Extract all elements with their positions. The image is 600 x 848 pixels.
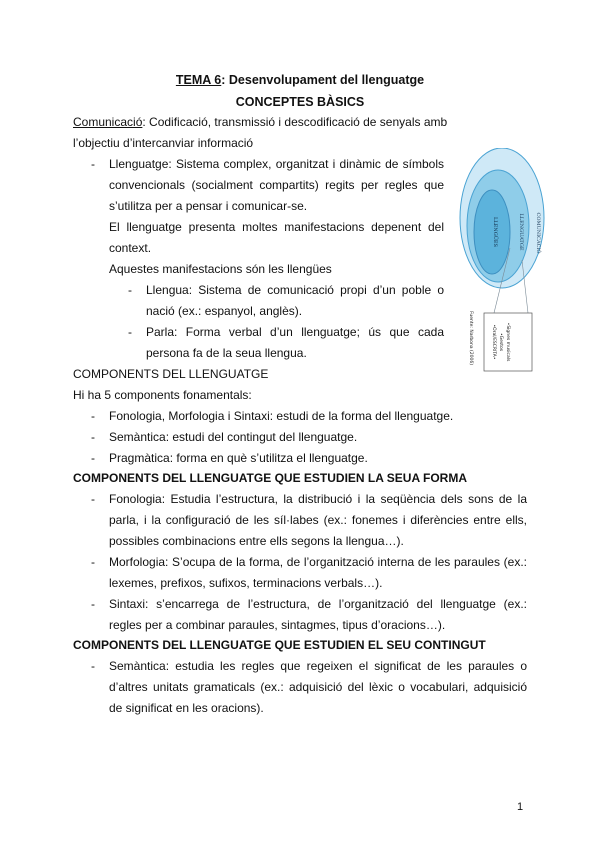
- fonologia-line-1: Fonologia: Estudia l’estructura, la distribució i la seqüència dels sons de la: [109, 492, 527, 506]
- forma-heading: COMPONENTS DEL LLENGUATGE QUE ESTUDIEN LA SEUA FORMA: [73, 471, 468, 485]
- communication-diagram: [458, 148, 546, 378]
- bullet-dash: -: [91, 597, 95, 611]
- parla-line-1: Parla: Forma verbal d’un llenguatge; ús que cada: [146, 325, 444, 339]
- diagram-box-line-1: •Oral/ESCRITA•: [491, 324, 496, 360]
- llenguatge-line-5: context.: [109, 241, 152, 255]
- components-intro: Hi ha 5 components fonamentals:: [73, 388, 252, 402]
- bullet-dash: -: [91, 492, 95, 506]
- bullet-dash: -: [91, 555, 95, 569]
- morfologia-line-2: lexemes, prefixos, sufixos, terminacions verbals…).: [109, 576, 383, 590]
- fonologia-line-3: possibles combinacions entre ells segons la llengua…).: [109, 534, 404, 548]
- morfologia-line-1: Morfologia: S’ocupa de la forma, de l’organització interna de les paraules (ex.:: [109, 555, 527, 569]
- page-number: 1: [517, 801, 524, 813]
- sintaxi-line-1: Sintaxi: s’encarrega de l’estructura, de l’organització del llenguatge (ex.:: [109, 597, 527, 611]
- bullet-dash: -: [128, 283, 132, 297]
- bullet-dash: -: [91, 409, 95, 423]
- title-tema: TEMA 6: [175, 73, 222, 87]
- semantica-line-2: d’altres unitats gramaticals (ex.: adquisició del lèxic o vocabulari, adquisició: [109, 680, 527, 694]
- contingut-heading: COMPONENTS DEL LLENGUATGE QUE ESTUDIEN EL SEU CONTINGUT: [73, 638, 486, 652]
- diagram-outer-label: COMUNICACIÓ: [535, 212, 541, 254]
- components-item: Fonologia, Morfologia i Sintaxi: estudi de la forma del llenguatge.: [109, 409, 454, 423]
- page-title: [0, 73, 600, 87]
- page-subtitle: CONCEPTES BÀSICS: [235, 95, 365, 109]
- semantica-line-3: de significat en les oracions).: [109, 701, 264, 715]
- llenguatge-line-6: Aquestes manifestacions són les llengües: [109, 262, 332, 276]
- llengues-ellipse: [474, 190, 510, 274]
- components-item: Pragmàtica: forma en què s’utilitza el llenguatge.: [109, 451, 368, 465]
- comunicacio-def-1: : Codificació, transmissió i descodificació de senyals amb: [142, 115, 448, 129]
- llenguatge-line-1: Llenguatge: Sistema complex, organitzat i dinàmic de símbols: [109, 157, 444, 171]
- llengua-line-1: Llengua: Sistema de comunicació propi d’un poble o: [146, 283, 444, 297]
- comunicacio-definition: [73, 114, 447, 130]
- components-item: Semàntica: estudi del contingut del llenguatge.: [109, 430, 358, 444]
- semantica-line-1: Semàntica: estudia les regles que regeixen el significat de les paraules o: [109, 659, 527, 673]
- diagram-box-line-2: •Gestos: [498, 332, 503, 352]
- comunicacio-term: Comunicació: [73, 115, 143, 129]
- bullet-dash: -: [91, 157, 95, 171]
- llenguatge-line-2: convencionals (socialment compartits) regits per regles que: [109, 178, 444, 192]
- bullet-dash: -: [91, 451, 95, 465]
- diagram-middle-label: LLENGUATGE: [518, 213, 524, 251]
- bullet-dash: -: [91, 430, 95, 444]
- parla-line-2: persona fa de la seua llengua.: [146, 346, 307, 360]
- llenguatge-line-3: s’utilitza per a pensar i comunicar-se.: [109, 199, 308, 213]
- bullet-dash: -: [91, 659, 95, 673]
- fonologia-line-2: parla, i la configuració de les síl·labes (ex.: fonemes i diferències entre ells,: [109, 513, 527, 527]
- sintaxi-line-2: regles per a combinar paraules, sintagmes, tipus d’oracions…).: [109, 618, 446, 632]
- diagram-source: Fuente: Narbona (2006): [468, 311, 473, 365]
- components-heading: COMPONENTS DEL LLENGUATGE: [73, 367, 269, 381]
- comunicacio-def-2: l’objectiu d’intercanviar informació: [73, 136, 254, 150]
- llenguatge-line-4: El llenguatge presenta moltes manifestacions depenent del: [109, 220, 444, 234]
- llengua-line-2: nació (ex.: espanyol, anglès).: [146, 304, 303, 318]
- title-rest: : Desenvolupament del llenguatge: [221, 73, 425, 87]
- diagram-inner-label: LLENGÜES: [492, 217, 498, 247]
- bullet-dash: -: [128, 325, 132, 339]
- diagram-box-line-3: •Signes musicals: [505, 322, 510, 362]
